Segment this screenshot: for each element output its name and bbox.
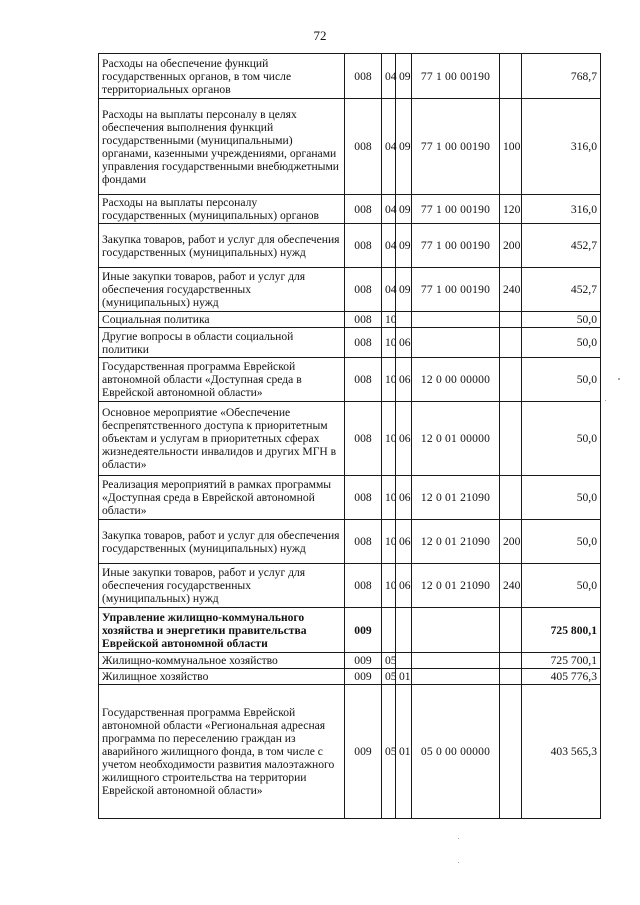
row-name: Жилищное хозяйство	[99, 669, 345, 685]
row-razdel: 04	[382, 224, 396, 268]
row-razdel: 04	[382, 54, 396, 99]
row-target-code: 12 0 01 21090	[412, 476, 500, 520]
row-podrazdel	[396, 608, 412, 653]
scan-speck	[605, 400, 606, 401]
row-expense-type	[500, 653, 522, 669]
row-razdel: 04	[382, 268, 396, 312]
row-podrazdel: 09	[396, 224, 412, 268]
row-target-code	[412, 653, 500, 669]
row-target-code: 77 1 00 00190	[412, 268, 500, 312]
row-expense-type	[500, 328, 522, 358]
budget-table	[98, 53, 601, 819]
row-razdel	[382, 608, 396, 653]
row-razdel: 05	[382, 685, 396, 819]
row-podrazdel: 06	[396, 358, 412, 402]
page-number: 72	[313, 28, 327, 43]
row-target-code: 12 0 00 00000	[412, 358, 500, 402]
row-name: Управление жилищно-коммунального хозяйства и энергетики правительства Еврейской автономной области	[99, 608, 345, 653]
table-row	[99, 224, 601, 268]
row-amount: 452,7	[522, 268, 601, 312]
row-name: Расходы на выплаты персоналу в целях обеспечения выполнения функций государственными (муниципальными) органами, казенными учреждениями, органами управления государственными внебюджетными фондами	[99, 99, 345, 195]
row-expense-type	[500, 358, 522, 402]
row-amount: 725 800,1	[522, 608, 601, 653]
row-vedomstvo: 008	[345, 54, 382, 99]
row-name: Расходы на выплаты персоналу государственных (муниципальных) органов	[99, 195, 345, 224]
scan-speck	[458, 838, 459, 839]
row-expense-type: 200	[500, 520, 522, 564]
row-vedomstvo: 008	[345, 520, 382, 564]
row-name: Реализация мероприятий в рамках программы «Доступная среда в Еврейской автономной области»	[99, 476, 345, 520]
row-target-code: 77 1 00 00190	[412, 195, 500, 224]
row-expense-type: 240	[500, 564, 522, 608]
table-body	[99, 54, 601, 819]
row-expense-type	[500, 402, 522, 476]
row-name: Социальная политика	[99, 312, 345, 328]
row-vedomstvo: 008	[345, 476, 382, 520]
row-expense-type	[500, 669, 522, 685]
row-podrazdel: 09	[396, 195, 412, 224]
row-podrazdel: 01	[396, 685, 412, 819]
row-amount: 50,0	[522, 402, 601, 476]
table-row	[99, 520, 601, 564]
row-name: Основное мероприятие «Обеспечение беспрепятственного доступа к приоритетным объектам и услугам в приоритетных сферах жизнедеятельности инвалидов и других МГН в области»	[99, 402, 345, 476]
table-row	[99, 99, 601, 195]
row-target-code: 77 1 00 00190	[412, 99, 500, 195]
table-row	[99, 653, 601, 669]
row-razdel: 05	[382, 653, 396, 669]
row-target-code	[412, 312, 500, 328]
row-name: Закупка товаров, работ и услуг для обеспечения государственных (муниципальных) нужд	[99, 224, 345, 268]
row-razdel: 10	[382, 358, 396, 402]
row-amount: 50,0	[522, 564, 601, 608]
row-amount: 50,0	[522, 358, 601, 402]
row-razdel: 10	[382, 476, 396, 520]
table-row	[99, 685, 601, 819]
row-vedomstvo: 008	[345, 358, 382, 402]
row-podrazdel: 09	[396, 268, 412, 312]
row-name: Жилищно-коммунальное хозяйство	[99, 653, 345, 669]
row-vedomstvo: 009	[345, 685, 382, 819]
row-vedomstvo: 008	[345, 268, 382, 312]
row-razdel: 04	[382, 99, 396, 195]
table-row	[99, 268, 601, 312]
row-podrazdel: 06	[396, 564, 412, 608]
row-target-code	[412, 669, 500, 685]
row-vedomstvo: 008	[345, 312, 382, 328]
row-podrazdel: 06	[396, 328, 412, 358]
row-vedomstvo: 008	[345, 564, 382, 608]
row-vedomstvo: 009	[345, 653, 382, 669]
row-target-code	[412, 328, 500, 358]
row-vedomstvo: 008	[345, 402, 382, 476]
row-amount: 50,0	[522, 476, 601, 520]
row-amount: 316,0	[522, 99, 601, 195]
row-name: Иные закупки товаров, работ и услуг для обеспечения государственных (муниципальных) нужд	[99, 268, 345, 312]
row-expense-type	[500, 476, 522, 520]
row-razdel: 05	[382, 669, 396, 685]
row-expense-type	[500, 685, 522, 819]
row-vedomstvo: 008	[345, 99, 382, 195]
row-razdel: 10	[382, 402, 396, 476]
row-podrazdel	[396, 653, 412, 669]
row-podrazdel: 01	[396, 669, 412, 685]
row-expense-type	[500, 54, 522, 99]
row-target-code: 12 0 01 21090	[412, 520, 500, 564]
row-razdel: 10	[382, 564, 396, 608]
table-row	[99, 402, 601, 476]
row-amount: 403 565,3	[522, 685, 601, 819]
row-podrazdel: 06	[396, 476, 412, 520]
row-name: Государственная программа Еврейской автономной области «Региональная адресная программа по переселению граждан из аварийного жилищного фонда, в том числе с учетом необходимости развития малоэтажного жилищного строительства на территории Еврейской автономной области»	[99, 685, 345, 819]
table-row	[99, 358, 601, 402]
row-expense-type: 100	[500, 99, 522, 195]
row-target-code: 12 0 01 00000	[412, 402, 500, 476]
row-target-code: 77 1 00 00190	[412, 224, 500, 268]
row-podrazdel	[396, 312, 412, 328]
row-name: Расходы на обеспечение функций государственных органов, в том числе территориальных органов	[99, 54, 345, 99]
row-razdel: 10	[382, 328, 396, 358]
table-row	[99, 608, 601, 653]
row-expense-type: 240	[500, 268, 522, 312]
row-name: Государственная программа Еврейской автономной области «Доступная среда в Еврейской автономной области»	[99, 358, 345, 402]
table-row	[99, 669, 601, 685]
row-razdel: 10	[382, 312, 396, 328]
row-amount: 768,7	[522, 54, 601, 99]
row-target-code: 77 1 00 00190	[412, 54, 500, 99]
table-row	[99, 564, 601, 608]
row-amount: 405 776,3	[522, 669, 601, 685]
row-podrazdel: 09	[396, 54, 412, 99]
row-vedomstvo: 008	[345, 195, 382, 224]
table-row	[99, 54, 601, 99]
row-amount: 50,0	[522, 312, 601, 328]
row-target-code	[412, 608, 500, 653]
row-vedomstvo: 008	[345, 224, 382, 268]
row-expense-type: 200	[500, 224, 522, 268]
row-podrazdel: 06	[396, 520, 412, 564]
row-vedomstvo: 009	[345, 669, 382, 685]
table-row	[99, 476, 601, 520]
row-amount: 50,0	[522, 520, 601, 564]
row-expense-type: 120	[500, 195, 522, 224]
row-amount: 316,0	[522, 195, 601, 224]
row-target-code: 05 0 00 00000	[412, 685, 500, 819]
scan-speck	[458, 862, 459, 863]
row-razdel: 04	[382, 195, 396, 224]
row-expense-type	[500, 312, 522, 328]
row-podrazdel: 06	[396, 402, 412, 476]
table-row	[99, 195, 601, 224]
row-amount: 452,7	[522, 224, 601, 268]
row-vedomstvo: 008	[345, 328, 382, 358]
table-row	[99, 312, 601, 328]
row-podrazdel: 09	[396, 99, 412, 195]
scan-speck	[618, 378, 620, 380]
row-expense-type	[500, 608, 522, 653]
row-amount: 50,0	[522, 328, 601, 358]
row-vedomstvo: 009	[345, 608, 382, 653]
table-row	[99, 328, 601, 358]
row-amount: 725 700,1	[522, 653, 601, 669]
row-target-code: 12 0 01 21090	[412, 564, 500, 608]
row-name: Другие вопросы в области социальной политики	[99, 328, 345, 358]
row-name: Закупка товаров, работ и услуг для обеспечения государственных (муниципальных) нужд	[99, 520, 345, 564]
row-name: Иные закупки товаров, работ и услуг для обеспечения государственных (муниципальных) нужд	[99, 564, 345, 608]
row-razdel: 10	[382, 520, 396, 564]
